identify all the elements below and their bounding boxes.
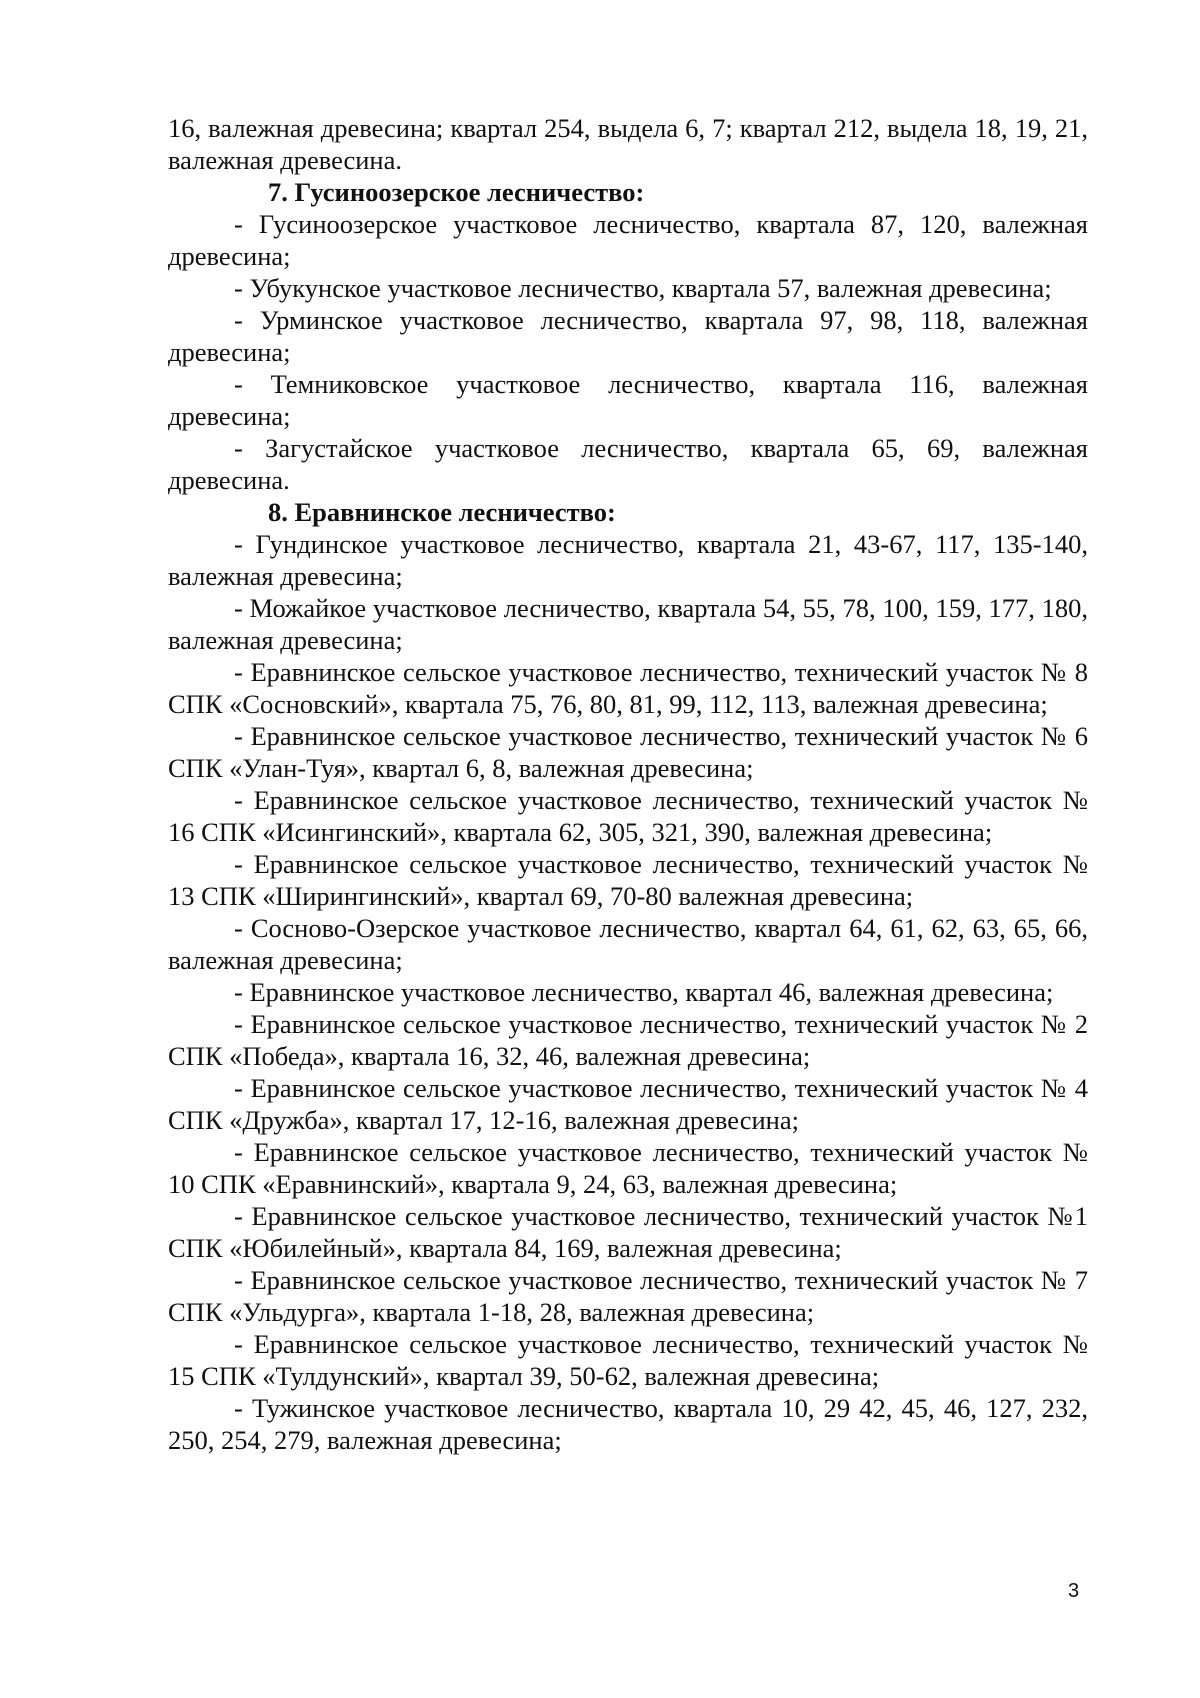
list-item: - Еравнинское сельское участковое лесничество, технический участок № 15 СПК «Тулдунский», квартал 39, 50-62, валежная древесина; [168, 1329, 1088, 1391]
section-heading-7: 7. Гусиноозерское лесничество: [268, 177, 645, 207]
section-heading-8: 8. Еравнинское лесничество: [268, 497, 616, 527]
list-item: - Убукунское участковое лесничество, квартала 57, валежная древесина; [234, 273, 1052, 303]
list-item: - Еравнинское сельское участковое лесничество, технический участок № 10 СПК «Еравнинский», квартала 9, 24, 63, валежная древесина; [168, 1137, 1088, 1199]
list-item: - Еравнинское сельское участковое лесничество, технический участок № 4 СПК «Дружба», квартал 17, 12-16, валежная древесина; [168, 1073, 1088, 1135]
list-item: - Можайкое участковое лесничество, квартала 54, 55, 78, 100, 159, 177, 180, валежная древесина; [168, 593, 1088, 655]
document-body [168, 112, 1088, 1456]
list-item: - Загустайское участковое лесничество, квартала 65, 69, валежная древесина. [168, 433, 1088, 495]
list-item: - Еравнинское сельское участковое лесничество, технический участок № 7 СПК «Ульдурга», квартала 1-18, 28, валежная древесина; [168, 1265, 1088, 1327]
list-item: - Урминское участковое лесничество, квартала 97, 98, 118, валежная древесина; [168, 305, 1088, 367]
list-item: - Тужинское участковое лесничество, квартала 10, 29 42, 45, 46, 127, 232, 250, 254, 279, валежная древесина; [168, 1393, 1088, 1455]
list-item: - Еравнинское сельское участковое лесничество, технический участок № 8 СПК «Сосновский», квартала 75, 76, 80, 81, 99, 112, 113, валежная древесина; [168, 657, 1088, 719]
list-item: - Гундинское участковое лесничество, квартала 21, 43-67, 117, 135-140, валежная древесина; [168, 529, 1088, 591]
list-item: - Темниковское участковое лесничество, квартала 116, валежная древесина; [168, 369, 1088, 431]
list-item: - Еравнинское сельское участковое лесничество, технический участок № 2 СПК «Победа», квартала 16, 32, 46, валежная древесина; [168, 1009, 1088, 1071]
list-item: - Еравнинское участковое лесничество, квартал 46, валежная древесина; [234, 977, 1054, 1007]
list-item: - Еравнинское сельское участковое лесничество, технический участок № 13 СПК «Ширингинский», квартал 69, 70-80 валежная древесина; [168, 849, 1088, 911]
list-item: - Сосново-Озерское участковое лесничество, квартал 64, 61, 62, 63, 65, 66, валежная древесина; [168, 913, 1088, 975]
list-item: - Еравнинское сельское участковое лесничество, технический участок №1 СПК «Юбилейный», квартала 84, 169, валежная древесина; [168, 1201, 1088, 1263]
list-item: - Гусиноозерское участковое лесничество, квартала 87, 120, валежная древесина; [168, 209, 1088, 271]
page-number: 3 [1068, 1580, 1080, 1602]
paragraph-continuation: 16, валежная древесина; квартал 254, выдела 6, 7; квартал 212, выдела 18, 19, 21, валежная древесина. [168, 113, 1088, 175]
list-item: - Еравнинское сельское участковое лесничество, технический участок № 6 СПК «Улан-Туя», квартал 6, 8, валежная древесина; [168, 721, 1088, 783]
list-item: - Еравнинское сельское участковое лесничество, технический участок № 16 СПК «Исингинский», квартала 62, 305, 321, 390, валежная древесина; [168, 785, 1088, 847]
